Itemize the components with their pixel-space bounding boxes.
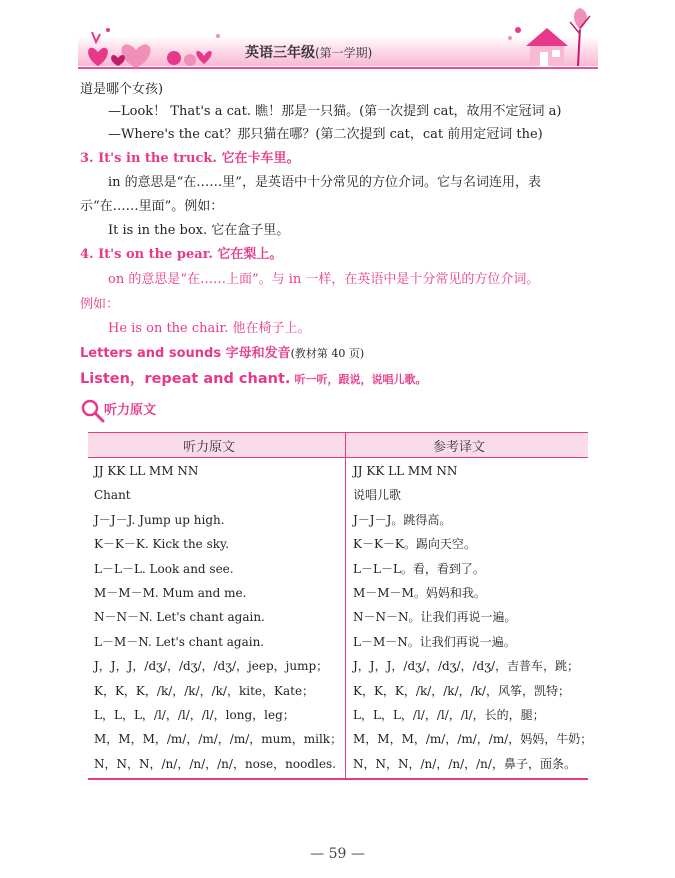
- point3-text-2: 示“在……里面”。例如：: [80, 199, 224, 214]
- table-cell-original: M－M－M. Mum and me.: [94, 586, 247, 600]
- table-cell-original: JJ KK LL MM NN: [94, 464, 199, 478]
- section-label: 听力原文: [104, 403, 157, 418]
- point4-example: He is on the chair. 他在椅子上。: [108, 321, 311, 336]
- letters-title: Letters and sounds 字母和发音: [80, 346, 291, 361]
- table-header-row: [88, 432, 588, 458]
- point3-example: It is in the box. 它在盒子里。: [108, 223, 290, 238]
- listen-title: Listen，repeat and chant.: [80, 371, 291, 387]
- table-cell-original: N－N－N. Let's chant again.: [94, 610, 265, 625]
- point3-heading: 3. It's in the truck. 它在卡车里。: [80, 151, 300, 166]
- header-title-sub: (第一学期): [315, 46, 373, 60]
- transcript-table: [88, 432, 593, 780]
- table-cell-translation: M－M－M。妈妈和我。: [353, 586, 486, 600]
- table-cell-original: N，N，N，/n/，/n/，/n/，nose，noodles.: [94, 756, 336, 771]
- letters-ref: (教材第 40 页): [290, 347, 365, 360]
- table-cell-original: L－L－L. Look and see.: [94, 561, 234, 576]
- table-cell-translation: K，K，K，/k/，/k/，/k/，风筝，凯特；: [353, 683, 570, 698]
- page-header: [0, 0, 675, 78]
- magnifier-icon: [80, 398, 106, 424]
- listen-heading: [80, 370, 427, 389]
- table-cell-translation: M，M，M，/m/，/m/，/m/，妈妈，牛奶；: [353, 732, 593, 747]
- table-bottom-rule: [88, 778, 588, 780]
- table-cell-original: L，L，L，/l/，/l/，/l/，long，leg；: [94, 708, 295, 722]
- table-cell-translation: L－M－N。让我们再说一遍。: [353, 634, 516, 649]
- table-cell-translation: K－K－K。踢向天空。: [353, 537, 476, 552]
- table-cell-translation: J－J－J。跳得高。: [353, 512, 452, 527]
- table-cell-original: K，K，K，/k/，/k/，/k/，kite，Kate；: [94, 683, 315, 698]
- table-cell-translation: 说唱儿歌: [353, 488, 402, 503]
- letters-heading: [80, 345, 364, 363]
- table-cell-translation: N，N，N，/n/，/n/，/n/，鼻子，面条。: [353, 756, 576, 771]
- header-title-main: 英语三年级: [245, 45, 315, 61]
- point4-heading: 4. It's on the pear. 它在梨上。: [80, 247, 283, 262]
- table-cell-translation: JJ KK LL MM NN: [353, 464, 458, 478]
- table-cell-translation: L－L－L。看，看到了。: [353, 561, 485, 576]
- house-tree-decoration-icon: [500, 8, 600, 68]
- table-cell-original: L－M－N. Let's chant again.: [94, 634, 265, 649]
- table-cell-translation: N－N－N。让我们再说一遍。: [353, 610, 517, 625]
- point4-text-1: on 的意思是“在……上面”。与 in 一样，在英语中是十分常见的方位介词。: [108, 272, 540, 287]
- table-cell-original: M，M，M，/m/，/m/，/m/，mum，milk；: [94, 732, 343, 747]
- body-line-3: —Where's the cat？那只猫在哪？(第二次提到 cat，cat 前用定冠词 the): [108, 127, 543, 142]
- point4-text-2: 例如：: [80, 297, 120, 312]
- table-cell-translation: L，L，L，/l/，/l/，/l/，长的，腿；: [353, 708, 545, 722]
- table-cell-original: K－K－K. Kick the sky.: [94, 537, 230, 552]
- listen-cn: 听一听，跟说，说唱儿歌。: [294, 373, 427, 386]
- table-header-translation: 参考译文: [433, 440, 486, 455]
- table-header-original: 听力原文: [183, 440, 236, 455]
- table-cell-original: J，J，J，/dʒ/，/dʒ/，/dʒ/，jeep，jump；: [94, 659, 329, 674]
- header-title: [245, 42, 372, 62]
- page-number: — 59 —: [310, 846, 365, 862]
- table-cell-translation: J，J，J，/dʒ/，/dʒ/，/dʒ/，吉普车，跳；: [353, 659, 580, 674]
- table-column-divider: [345, 432, 346, 780]
- body-line-2: —Look！ That's a cat. 瞧！那是一只猫。(第一次提到 cat，故用不定冠词 a): [108, 104, 562, 119]
- point3-text-1: in 的意思是“在……里”，是英语中十分常见的方位介词。它与名词连用，表: [108, 175, 541, 190]
- hearts-butterfly-decoration-icon: [78, 22, 238, 68]
- body-line-1: 道是哪个女孩): [80, 82, 164, 97]
- table-cell-original: J－J－J. Jump up high.: [94, 512, 225, 527]
- table-cell-original: Chant: [94, 488, 131, 503]
